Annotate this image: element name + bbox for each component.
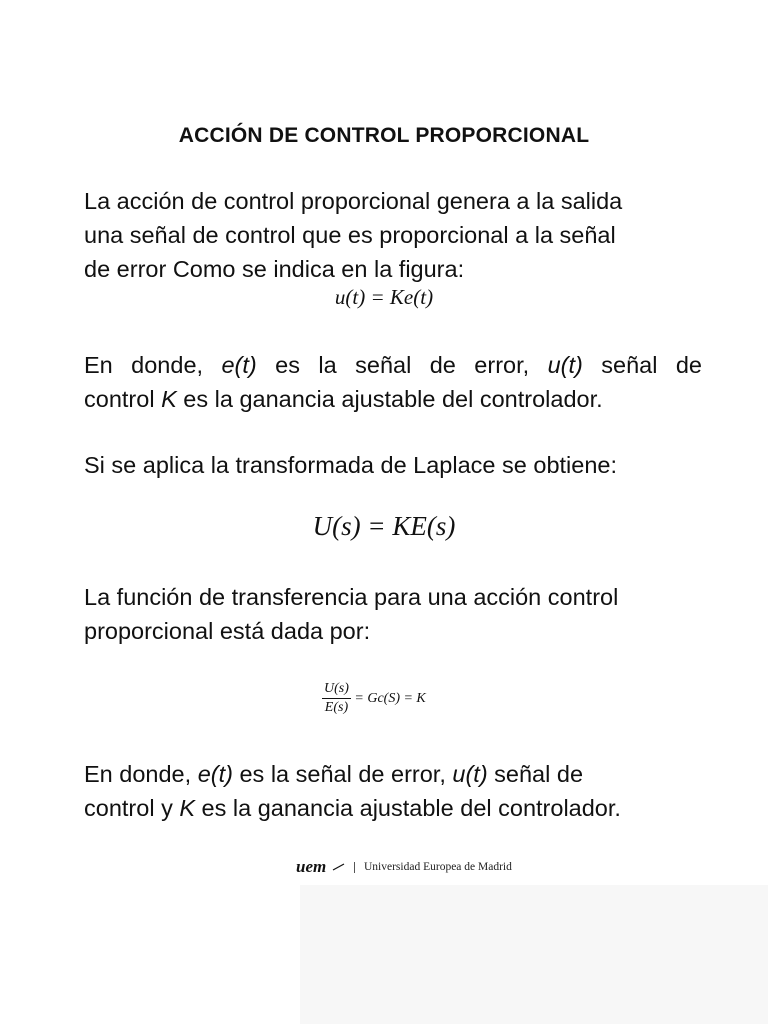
paragraph-definitions-2: En donde, e(t) es la señal de error, u(t) señal de control y K es la ganancia ajustable del controlador. (84, 761, 621, 821)
institution-footer (296, 855, 512, 879)
et-term-2: e(t) (197, 761, 233, 787)
laplace-line: Si se aplica la transformada de Laplace se obtiene: (84, 452, 617, 478)
intro-line-1: La acción de control proporcional genera a la salida (84, 188, 623, 214)
k-term: K (161, 386, 177, 412)
paragraph-laplace (84, 448, 702, 482)
paragraph-definitions: En donde, e(t) es la señal de error, u(t) señal de control K es la ganancia ajustable del controlador. (84, 352, 702, 412)
ut-term-2: u(t) (452, 761, 488, 787)
intro-line-2: una señal de control que es proporcional a la señal (84, 222, 616, 248)
intro-line-3: de error Como se indica en la figura: (84, 256, 465, 282)
paragraph-intro (84, 184, 702, 286)
et-term: e(t) (221, 352, 257, 378)
fraction-numerator: U(s) (322, 680, 351, 699)
institution-name: Universidad Europea de Madrid (364, 861, 512, 873)
ut-term: u(t) (547, 352, 583, 378)
fraction (322, 680, 351, 717)
page-title: ACCIÓN DE CONTROL PROPORCIONAL (178, 124, 590, 147)
transfer-line-1: La función de transferencia para una acción control (84, 584, 619, 610)
fraction-denominator: E(s) (324, 700, 349, 715)
paragraph-transfer (84, 580, 702, 648)
fraction-rhs: = Gc(S) = K (354, 690, 426, 706)
k-term-2: K (179, 795, 196, 821)
equation-transfer-function (322, 680, 426, 717)
equation-laplace: U(s) = KE(s) (312, 511, 456, 541)
svg-text:uem: uem (296, 858, 327, 876)
transfer-line-2: proporcional está dada por: (84, 618, 371, 644)
scan-shade (300, 885, 768, 1024)
uem-logo-icon (296, 858, 346, 876)
equation-time-domain: u(t) = Ke(t) (334, 285, 434, 309)
footer-divider (354, 862, 355, 873)
